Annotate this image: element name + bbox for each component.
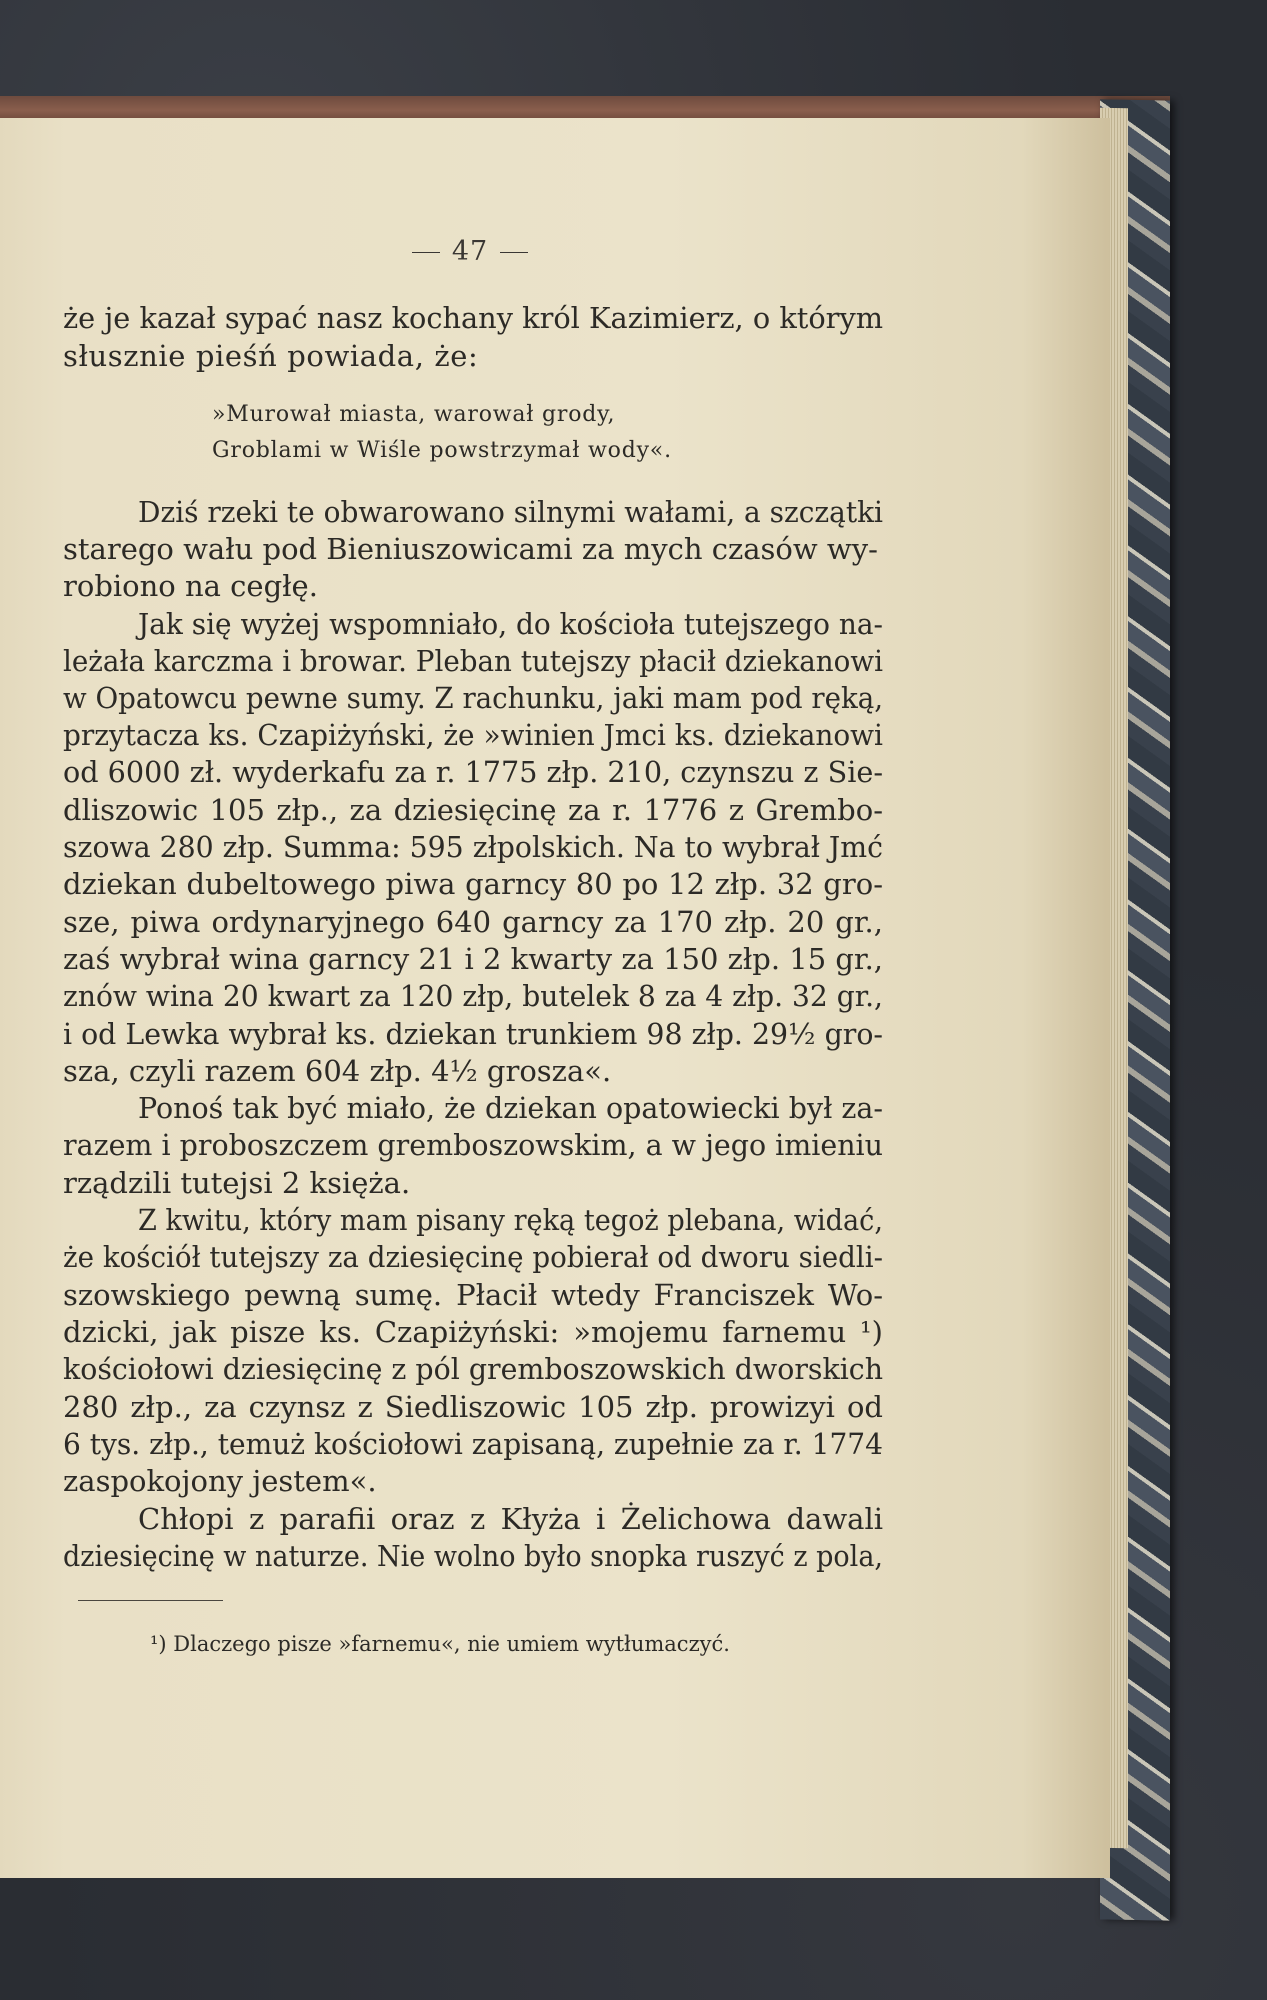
text-line: kościołowi dziesięcinę z pól gremboszowskich dworskich (63, 1352, 883, 1386)
text-line: dziesięcinę w naturze. Nie wolno było snopka ruszyć z pola, (63, 1539, 883, 1573)
text-line: robiono na cegłę. (63, 569, 318, 603)
text-line: dliszowic 105 złp., za dziesięcinę za r. 1776 z Grembo- (63, 793, 883, 827)
text-line: 6 tys. złp., temuż kościołowi zapisaną, zupełnie za r. 1774 (63, 1427, 883, 1461)
text-line: Z kwitu, który mam pisany ręką tegoż plebana, widać, (138, 1203, 883, 1237)
text-line: Dziś rzeki te obwarowano silnymi wałami, a szczątki (138, 495, 883, 529)
text-line: słusznie pieśń powiada, że: (63, 339, 479, 373)
footnote-rule (78, 1600, 223, 1601)
text-line: Chłopi z parafii oraz z Kłyża i Żelichowa dawali (138, 1502, 883, 1536)
text-line: 280 złp., za czynsz z Siedliszowic 105 złp. prowizyi od (63, 1390, 883, 1424)
text-line: zaś wybrał wina garncy 21 i 2 kwarty za 150 złp. 15 gr., (63, 942, 883, 976)
verse-line: »Murował miasta, warował grody, (212, 402, 616, 427)
text-line: że je kazał sypać nasz kochany król Kazimierz, o którym (63, 301, 883, 335)
text-line: sze, piwa ordynaryjnego 640 garncy za 170 złp. 20 gr., (63, 905, 883, 939)
text-line: razem i proboszczem gremboszowskim, a w jego imieniu (63, 1128, 883, 1162)
text-line: rządzili tutejsi 2 księża. (63, 1166, 411, 1200)
text-line: w Opatowcu pewne sumy. Z rachunku, jaki mam pod ręką, (63, 681, 883, 715)
folio-dash-left (412, 252, 440, 253)
text-line: szowa 280 złp. Summa: 595 złpolskich. Na to wybrał Jmć (63, 830, 883, 864)
text-line: dzicki, jak pisze ks. Czapiżyński: »mojemu farnemu ¹) (63, 1315, 883, 1349)
folio-dash-right (500, 252, 528, 253)
page-number-text: 47 (451, 236, 489, 267)
text-line: sza, czyli razem 604 złp. 4½ grosza«. (63, 1054, 612, 1088)
text-line: leżała karczma i browar. Pleban tutejszy płacił dziekanowi (63, 644, 883, 678)
text-line: zaspokojony jestem«. (63, 1464, 377, 1498)
text-line: starego wału pod Bieniuszowicami za mych czasów wy- (63, 532, 878, 566)
text-line: przytacza ks. Czapiżyński, że »winien Jmci ks. dziekanowi (63, 718, 883, 752)
book-page (0, 118, 1110, 1878)
text-line: znów wina 20 kwart za 120 złp, butelek 8 za 4 złp. 32 gr., (63, 979, 883, 1013)
text-line: i od Lewka wybrał ks. dziekan trunkiem 98 złp. 29½ gro- (63, 1017, 883, 1051)
text-line: Ponoś tak być miało, że dziekan opatowiecki był za- (138, 1091, 883, 1125)
footnote: ¹) Dlaczego pisze »farnemu«, nie umiem wytłumaczyć. (150, 1632, 730, 1656)
text-line: że kościół tutejszy za dziesięcinę pobierał od dworu siedli- (63, 1240, 883, 1274)
text-line: Jak się wyżej wspomniało, do kościoła tutejszego na- (138, 607, 883, 641)
text-line: od 6000 zł. wyderkafu za r. 1775 złp. 210, czynszu z Sie- (63, 755, 883, 789)
text-line: szowskiego pewną sumę. Płacił wtedy Franciszek Wo- (63, 1278, 883, 1312)
text-line: dziekan dubeltowego piwa garncy 80 po 12 złp. 32 gro- (63, 867, 883, 901)
page-number (395, 236, 545, 267)
verse-line: Groblami w Wiśle powstrzymał wody«. (212, 438, 672, 463)
